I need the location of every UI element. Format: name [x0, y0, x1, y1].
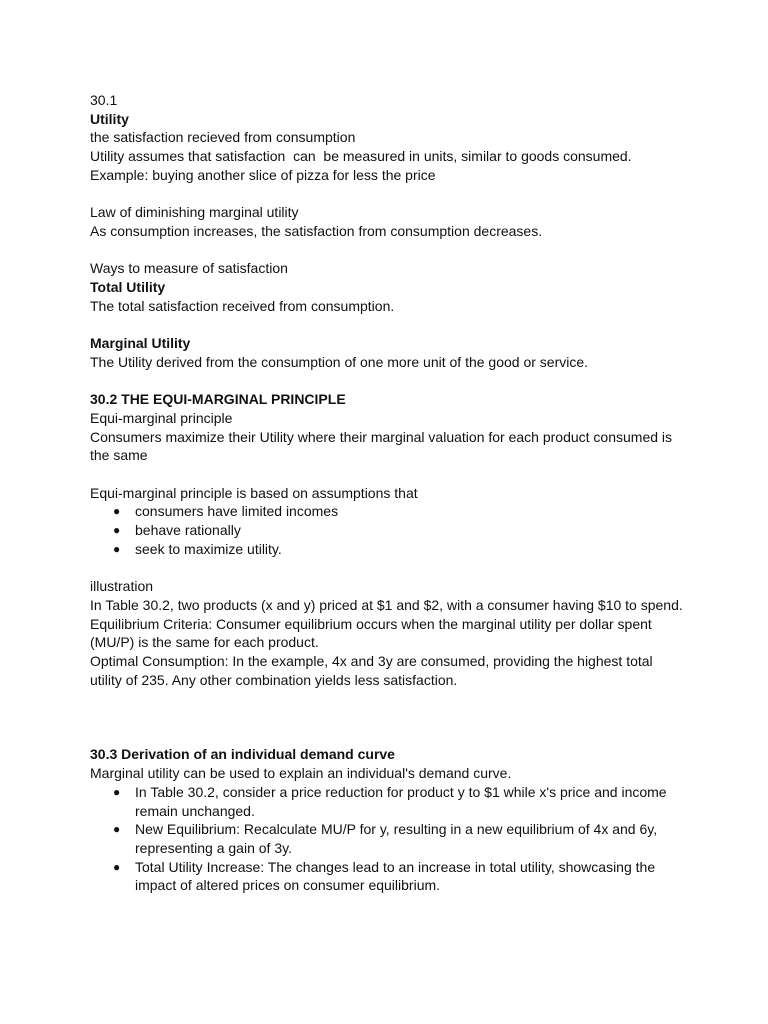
list-item: ● New Equilibrium: Recalculate MU/P for y, resulting in a new equilibrium of 4x and 6y, representing a gain of 3y.: [113, 821, 658, 856]
equi-marginal-definition-1: Consumers maximize their Utility where their marginal valuation for each product consumed is: [90, 428, 673, 445]
ways-text: Ways to measure of satisfaction: [90, 260, 288, 277]
bullet-icon: ●: [113, 504, 121, 519]
demand-curve-section-heading: 30.3 Derivation of an individual demand curve: [90, 746, 395, 763]
list-item: ● consumers have limited incomes: [113, 503, 339, 520]
illustration-heading: illustration: [90, 578, 154, 595]
bullet-icon: ●: [113, 822, 121, 837]
illustration-line-1: In Table 30.2, two products (x and y) priced at $1 and $2, with a consumer having $10 to spend.: [90, 596, 683, 613]
section-number: 30.1: [90, 92, 118, 108]
total-utility-heading: Total Utility: [90, 279, 166, 295]
equi-marginal-definition-2: the same: [90, 447, 148, 464]
marginal-utility-text: The Utility derived from the consumption of one more unit of the good or service.: [90, 353, 589, 370]
law-text: As consumption increases, the satisfaction from consumption decreases.: [90, 222, 543, 239]
utility-definition: the satisfaction recieved from consumption: [90, 129, 356, 146]
illustration-line-5: utility of 235. Any other combination yields less satisfaction.: [90, 671, 458, 688]
assumptions-intro: Equi-marginal principle is based on assumptions that: [90, 484, 418, 501]
bullet-icon: ●: [113, 523, 121, 538]
illustration-line-4: Optimal Consumption: In the example, 4x and 3y are consumed, providing the highest total: [90, 653, 653, 669]
bullet-icon: ●: [113, 859, 121, 874]
assumptions-list: [90, 502, 690, 558]
bullet-icon: ●: [113, 784, 121, 799]
total-utility-text: The total satisfaction received from consumption.: [90, 297, 395, 314]
law-heading: Law of diminishing marginal utility: [90, 204, 299, 221]
document-page: [90, 91, 690, 895]
utility-example: Example: buying another slice of pizza for less the price: [90, 166, 436, 183]
list-item: ● seek to maximize utility.: [113, 540, 282, 557]
illustration-line-2: Equilibrium Criteria: Consumer equilibrium occurs when the marginal utility per dollar spent: [90, 615, 652, 632]
list-item: ● Total Utility Increase: The changes lead to an increase in total utility, showcasing the impact of altered prices on consumer equilibrium.: [113, 858, 656, 894]
illustration-line-3: (MU/P) is the same for each product.: [90, 634, 319, 651]
list-item: ● behave rationally: [113, 522, 241, 539]
utility-heading: Utility: [90, 110, 129, 127]
bullet-icon: ●: [113, 541, 121, 556]
utility-assumption: Utility assumes that satisfaction can be measured in units, similar to goods consumed.: [90, 148, 632, 165]
equi-marginal-subheading: Equi-marginal principle: [90, 409, 233, 426]
list-item: ● In Table 30.2, consider a price reduction for product y to $1 while x's price and income remain unchanged.: [113, 783, 667, 819]
demand-curve-list: [90, 783, 690, 895]
demand-curve-intro: Marginal utility can be used to explain an individual's demand curve.: [90, 765, 512, 782]
equi-marginal-section-heading: 30.2 THE EQUI-MARGINAL PRINCIPLE: [90, 391, 346, 408]
marginal-utility-heading: Marginal Utility: [90, 335, 191, 352]
